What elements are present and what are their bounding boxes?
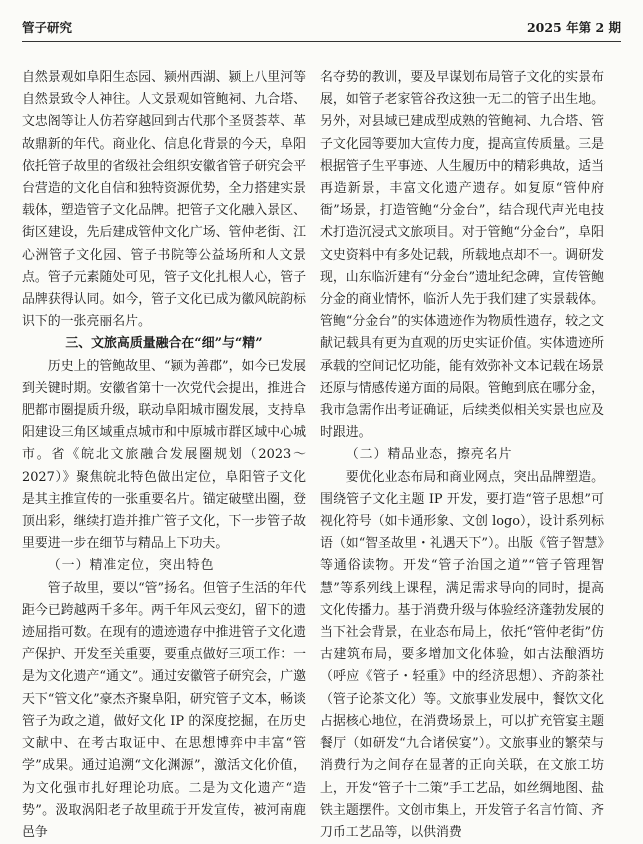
paragraph: 自然景观如阜阳生态园、颍州西湖、颍上八里河等自然景致令人神往。人文景观如管鲍祠、九合塔、文忠阁等让人仿若穿越回到古代那个圣贤荟萃、革故鼎新的年代。商业化、信息化背景的今天，阜阳依托管子故里的省级社会组织安徽省管子研究会平台营造的文化自信和独特资源优势，全力搭建实景载体，塑造管子文化品牌。把管子文化融入景区、街区建设，先后建成管仲文化广场、管仲老街、江心洲管子文化园、管子书院等公益场所和人文景点。管子元素随处可见，管子文化扎根人心，管子品牌获得认同。如今，管子文化已成为徽风皖韵标识下的一张亮丽名片。 (22, 70, 306, 330)
issue-number: 2025 年第 2 期 (526, 20, 621, 35)
paragraph: 历史上的管鲍故里、“颍为善郡”，如今已发展到关键时期。安徽省第十一次党代会提出，推进合肥都市圈提质升级，联动阜阳城市圈发展，支持阜阳建设三角区域重点城市和中原城市群区域中心城市。省《皖北文旅融合发展圈规划（2023～2027）》聚焦皖北特色做出定位，阜阳管子文化是其主推宣传的一张重要名片。锚定破壁出圈，登顶出彩，继续打造并推广管子文化，下一步管子故里要进一步在细节与精品上下功夫。 (22, 358, 306, 552)
paragraph: 要优化业态布局和商业网点，突出品牌塑造。围绕管子文化主题 IP 开发，要打造“管子思想”可视化符号（如卡通形象、文创 logo），设计系列标语（如“智圣故里・礼遇天下”）。出版《管子智慧》等通俗读物。开发“管子治国之道”“管子管理智慧”等系列线上课程，满足需求导向的同时，提高文化传播力。基于消费升级与体验经济蓬勃发展的当下社会背景，在业态布局上，依托“管仲老街”仿古建筑布局，要多增加文化体验，如古法酿酒坊（呼应《管子・轻重》中的经济思想）、齐韵茶社（管子论茶文化）等。文旅事业发展中，餐饮文化占据核心地位，在消费场景上，可以扩充管宴主题餐厅（如研发“九合诸侯宴”）。文旅事业的繁荣与消费行为之间存在显著的正向关联，在文旅工坊上，开发“管子十二策”手工艺品，如丝绸地图、盐铁主题摆件。文创市集上，开发管子名言竹简、齐刀币工艺品等，以供消费 (320, 469, 604, 840)
subsection-heading: （一）精准定位，突出特色 (47, 558, 215, 574)
paragraph: 名夺势的教训，要及早谋划布局管子文化的实景布展，如管子老家管谷孜这独一无二的管子出生地。另外，对县域已建成型成熟的管鲍祠、九合塔、管子文化园等要加大宣传力度，提高宣传质量。三是根据管子生平事迹、人生履历中的精彩典故，适当再造新景，丰富文化遗产遗存。如复原“管仲府衙”场景，打造管鲍“分金台”，结合现代声光电技术打造沉浸式文旅项目。对于管鲍“分金台”，阜阳文史资料中有多处记载，所载地点却不一。调研发现，山东临沂建有“分金台”遗址纪念碑，宣传管鲍分金的商业情怀，临沂人先于我们建了实景载体。管鲍“分金台”的实体遗迹作为物质性遗存，较之文献记载具有更为直观的历史实证价值。实体遗迹所承载的空间记忆功能，能有效弥补文本记载在场景还原与情感传递方面的局限。管鲍到底在哪分金，我市急需作出考证确证，后续类似相关实景也应及时跟进。 (320, 70, 604, 441)
left-column (22, 67, 306, 844)
journal-title: 管子研究 (22, 20, 73, 35)
running-head (22, 14, 621, 36)
section-heading: 三、文旅高质量融合在“细”与“精” (65, 336, 263, 352)
right-column (320, 67, 604, 844)
header-rule (22, 41, 621, 42)
paragraph: 管子故里，要以“管”扬名。但管子生活的年代距今已跨越两千多年。两千年风云变幻，留下的遗迹屈指可数。在现有的遗迹遗存中推进管子文化遗产保护、开发至关重要，要重点做好三项工作：一是为文化遗产“通文”。通过安徽管子研究会，广邀天下“管文化”豪杰齐聚阜阳，研究管子文本，畅谈管子为政之道，做好文化 IP 的深度挖掘，在历史文献中、在考古取证中、在思想博弈中丰富“管学”成果。通过追溯“文化渊源”，激活文化价值，为文化强市扎好理论功底。二是为文化遗产“造势”。汲取涡阳老子故里疏于开发宣传，被河南鹿邑争 (22, 580, 306, 840)
subsection-heading: （二）精品业态，擦亮名片 (345, 447, 513, 463)
